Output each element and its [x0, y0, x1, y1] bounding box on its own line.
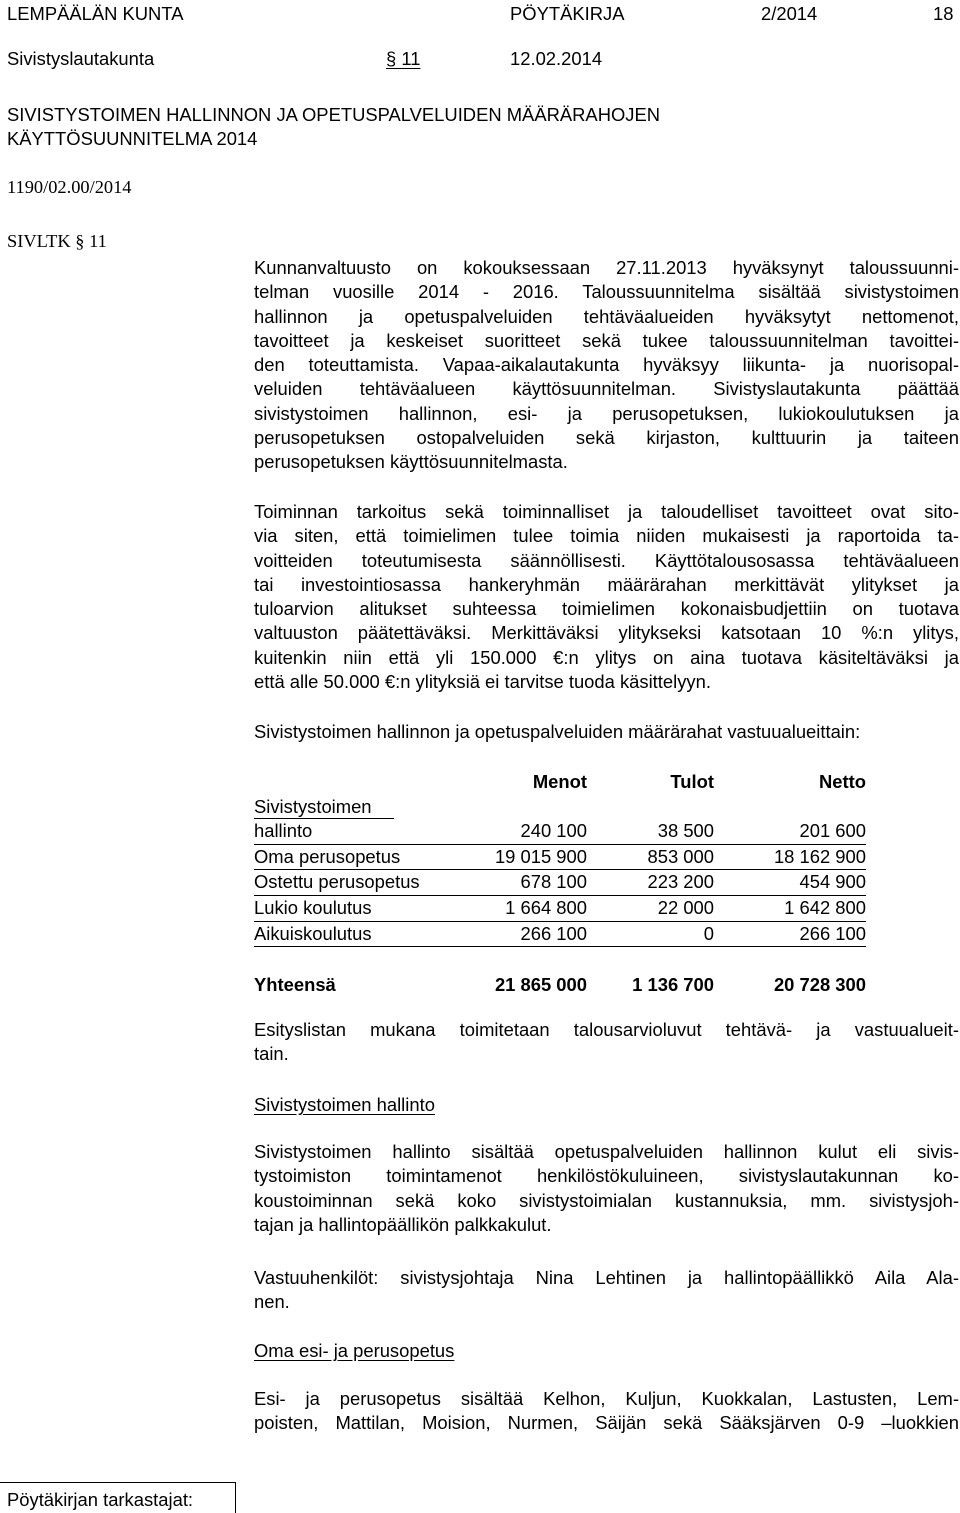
- paragraph-table-intro: [254, 720, 959, 744]
- text-line: koustoiminnan sekä koko sivistystoimialan kustannuksia, mm. sivistysjoh-: [254, 1189, 959, 1211]
- text-line: den toteuttamista. Vapaa-aikalautakunta hyväksyy liikunta- ja nuorisopal-: [254, 354, 959, 376]
- row-netto: 18 162 900: [714, 844, 866, 870]
- text-line: valtuuston päätettäväksi. Merkittäväksi ylitykseksi katsotaan 10 %:n ylitys,: [254, 622, 959, 644]
- row-netto: 201 600: [714, 819, 866, 844]
- reference-label: SIVLTK: [7, 231, 71, 251]
- text-line: että alle 50.000 €:n ylityksiä ei tarvitse tuoda käsittelyyn.: [254, 671, 711, 693]
- title-line-2: KÄYTTÖSUUNNITELMA 2014: [7, 128, 258, 149]
- text-line: perusopetuksen käyttösuunnitelmasta.: [254, 451, 568, 473]
- table-row: [254, 921, 866, 947]
- document-type: PÖYTÄKIRJA: [510, 3, 625, 24]
- text-line: Kunnanvaltuusto on kokouksessaan 27.11.2013 hyväksynyt taloussuunni-: [254, 257, 959, 278]
- row-menot: 266 100: [450, 921, 587, 947]
- page-title: [7, 103, 660, 151]
- text-line: tavoitteet ja keskeiset suoritteet sekä tukee taloussuunnitelman tavoittei-: [254, 329, 959, 351]
- reference-number: 11: [89, 231, 107, 251]
- paragraph-objectives: [254, 500, 959, 694]
- row-menot: 240 100: [450, 819, 587, 844]
- text-line: nen.: [254, 1291, 290, 1313]
- text-line: Toiminnan tarkoitus sekä toiminnalliset ja taloudelliset tavoitteet ovat sito-: [254, 501, 959, 522]
- paragraph-responsible: [254, 1266, 959, 1315]
- row-tulot: 0: [587, 921, 714, 947]
- row-name: Lukio koulutus: [254, 895, 450, 921]
- table-row: [254, 819, 866, 844]
- row-name: Ostettu perusopetus: [254, 870, 450, 896]
- total-netto: 20 728 300: [773, 973, 866, 995]
- issue-number: 2/2014: [761, 3, 818, 24]
- row-tulot: 38 500: [587, 819, 714, 844]
- text-line: veluiden tehtäväalueen käyttösuunnitelman. Sivistyslautakunta päättää: [254, 378, 959, 400]
- total-label: Yhteensä: [254, 973, 336, 995]
- table-header-row: [254, 770, 866, 795]
- section-heading-perusopetus: [254, 1339, 959, 1363]
- section-heading-hallinto: [254, 1093, 959, 1117]
- paragraph-intro: [254, 256, 959, 475]
- column-header-netto: Netto: [819, 771, 866, 792]
- table-row: [254, 895, 866, 921]
- reference-mark: SIVLTK § 11: [7, 231, 107, 251]
- row-menot: 1 664 800: [450, 895, 587, 921]
- committee-name: Sivistyslautakunta: [7, 48, 155, 69]
- group-label: Sivistystoimen: [254, 796, 394, 819]
- section-mark: § 11: [386, 48, 421, 69]
- table-spacer-row: [254, 947, 866, 973]
- row-name: Aikuiskoulutus: [254, 921, 450, 947]
- text-line: Esi- ja perusopetus sisältää Kelhon, Kuljun, Kuokkalan, Lastusten, Lem-: [254, 1388, 959, 1409]
- budget-table: [254, 770, 866, 997]
- footer-reviewers: Pöytäkirjan tarkastajat:: [7, 1489, 194, 1510]
- row-menot: 19 015 900: [450, 844, 587, 870]
- text-line: sivistystoimen hallinnon, esi- ja perusopetuksen, lukiokoulutuksen ja: [254, 402, 959, 424]
- text-line: poisten, Mattilan, Moision, Nurmen, Säijän sekä Sääksjärven 0-9 –luokkien: [254, 1412, 959, 1434]
- text-line: tai investointiosassa hankeryhmän määrärahan merkittävät ylitykset ja: [254, 573, 959, 595]
- text-line: Sivistystoimen hallinto sisältää opetuspalveluiden hallinnon kulut eli sivis-: [254, 1141, 959, 1162]
- section-heading-text: Sivistystoimen hallinto: [254, 1094, 435, 1115]
- row-tulot: 853 000: [587, 844, 714, 870]
- meeting-date: 12.02.2014: [510, 48, 603, 69]
- text-line: voitteiden toteutumisesta säännöllisesti. Käyttötalousosassa tehtäväalueen: [254, 549, 959, 571]
- diary-number: 1190/02.00/2014: [7, 177, 132, 197]
- text-line: telman vuosille 2014 - 2016. Taloussuunnitelma sisältää sivistystoimen: [254, 281, 959, 303]
- text-line: Vastuuhenkilöt: sivistysjohtaja Nina Lehtinen ja hallintopäällikkö Aila Ala-: [254, 1267, 959, 1288]
- row-netto: 1 642 800: [714, 895, 866, 921]
- column-header-menot: Menot: [532, 771, 587, 792]
- row-netto: 454 900: [714, 870, 866, 896]
- total-menot: 21 865 000: [494, 973, 587, 995]
- text-line: tajan ja hallintopäällikön palkkakulut.: [254, 1213, 552, 1235]
- text-line: perusopetuksen ostopalveluiden sekä kirjaston, kulttuurin ja taiteen: [254, 427, 959, 449]
- text-line: tystoimiston toimintamenot henkilöstökuluineen, sivistyslautakunnan ko-: [254, 1165, 959, 1187]
- page-number: 18: [933, 3, 954, 24]
- title-line-1: SIVISTYSTOIMEN HALLINNON JA OPETUSPALVELUIDEN MÄÄRÄRAHOJEN: [7, 104, 661, 125]
- text-line: hallinnon ja opetuspalveluiden tehtäväalueiden hyväksytyt nettomenot,: [254, 305, 959, 327]
- row-netto: 266 100: [714, 921, 866, 947]
- table-row: [254, 844, 866, 870]
- column-header-tulot: Tulot: [670, 771, 714, 792]
- row-name: Oma perusopetus: [254, 844, 450, 870]
- section-heading-text: Oma esi- ja perusopetus: [254, 1340, 455, 1361]
- text-line: Sivistystoimen hallinnon ja opetuspalveluiden määrärahat vastuualueittain:: [254, 721, 861, 742]
- row-name: hallinto: [254, 819, 450, 844]
- row-tulot: 22 000: [587, 895, 714, 921]
- org-name: LEMPÄÄLÄN KUNTA: [7, 3, 184, 24]
- text-line: via siten, että toimielimen tulee toimia niiden mukaisesti ja raportoida ta-: [254, 525, 959, 547]
- row-menot: 678 100: [450, 870, 587, 896]
- paragraph-hallinto: [254, 1140, 959, 1237]
- text-line: tuloarvion alitukset suhteessa toimielimen kokonaisbudjettiin on tuotava: [254, 598, 959, 620]
- row-tulot: 223 200: [587, 870, 714, 896]
- total-tulot: 1 136 700: [632, 973, 714, 995]
- table-total-row: [254, 973, 866, 998]
- text-line: kuitenkin niin että yli 150.000 €:n ylitys on aina tuotava käsiteltäväksi ja: [254, 646, 959, 668]
- text-line: tain.: [254, 1043, 289, 1065]
- text-line: Esityslistan mukana toimitetaan talousarvioluvut tehtävä- ja vastuualueit-: [254, 1019, 959, 1040]
- table-group-row: [254, 795, 866, 820]
- paragraph-perusopetus: [254, 1387, 959, 1436]
- section-number: 11: [401, 48, 421, 69]
- table-row: [254, 870, 866, 896]
- paragraph-attachment: [254, 1018, 959, 1067]
